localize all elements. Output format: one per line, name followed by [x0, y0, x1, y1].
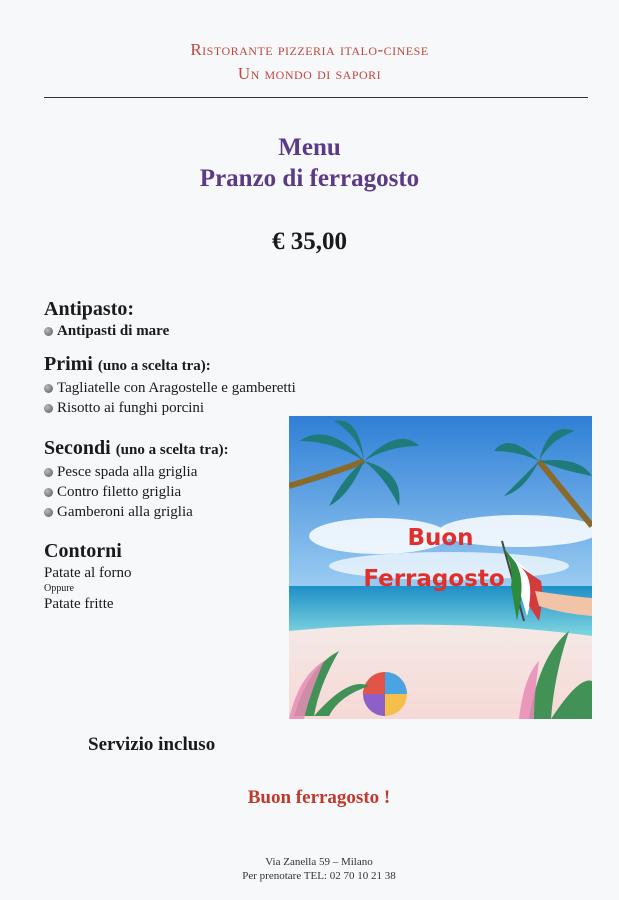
- footer: [0, 855, 619, 883]
- contorni-oppure: Oppure: [44, 583, 74, 594]
- bullet-icon: [44, 488, 53, 497]
- secondi-section: [44, 436, 229, 522]
- primi-section: [44, 352, 296, 418]
- antipasto-item: Antipasti di mare: [57, 323, 170, 339]
- list-item: [44, 462, 229, 482]
- primi-item: Tagliatelle con Aragostelle e gamberetti: [57, 380, 296, 396]
- primi-note: (uno a scelta tra):: [97, 358, 211, 374]
- bullet-icon: [44, 508, 53, 517]
- secondi-title: [44, 436, 229, 462]
- contorni-section: [44, 539, 131, 614]
- primi-title: [44, 352, 296, 378]
- menu-subtitle: Pranzo di ferragosto: [199, 165, 420, 192]
- list-item: [44, 321, 169, 341]
- illustration-caption-line2: Ferragosto: [363, 566, 505, 592]
- secondi-item: Gamberoni alla griglia: [57, 504, 193, 520]
- service-note: Servizio incluso: [88, 734, 216, 755]
- restaurant-name: Ristorante pizzeria italo-cinese: [190, 40, 429, 59]
- secondi-title-text: Secondi: [44, 437, 111, 459]
- menu-price: € 35,00: [272, 228, 347, 255]
- list-item: [44, 502, 229, 522]
- contorni-title: Contorni: [44, 540, 122, 562]
- footer-phone: Per prenotare TEL: 02 70 10 21 38: [242, 870, 396, 882]
- list-item: [44, 482, 229, 502]
- restaurant-header: [0, 38, 619, 86]
- bullet-icon: [44, 384, 53, 393]
- list-item: [44, 398, 296, 418]
- contorni-item: Patate al forno: [44, 565, 132, 581]
- bullet-icon: [44, 468, 53, 477]
- footer-address: Via Zanella 59 – Milano: [265, 856, 373, 868]
- contorni-item: Patate fritte: [44, 596, 114, 612]
- secondi-item: Pesce spada alla griglia: [57, 464, 198, 480]
- secondi-note: (uno a scelta tra):: [115, 442, 229, 458]
- antipasto-section: [44, 297, 169, 341]
- menu-title: Menu: [278, 134, 341, 161]
- bullet-icon: [44, 327, 53, 336]
- restaurant-tagline: Un mondo di sapori: [237, 64, 382, 83]
- beach-ball-icon: [363, 672, 407, 716]
- menu-heading: [0, 132, 619, 194]
- greeting: Buon ferragosto !: [247, 787, 391, 808]
- illustration-caption-line1: Buon: [407, 525, 474, 551]
- bullet-icon: [44, 404, 53, 413]
- header-divider: [44, 97, 588, 98]
- ferragosto-illustration: [289, 416, 592, 719]
- list-item: [44, 378, 296, 398]
- primi-title-text: Primi: [44, 353, 93, 375]
- primi-item: Risotto ai funghi porcini: [57, 400, 205, 416]
- secondi-item: Contro filetto griglia: [57, 484, 182, 500]
- antipasto-title: Antipasto:: [44, 298, 135, 320]
